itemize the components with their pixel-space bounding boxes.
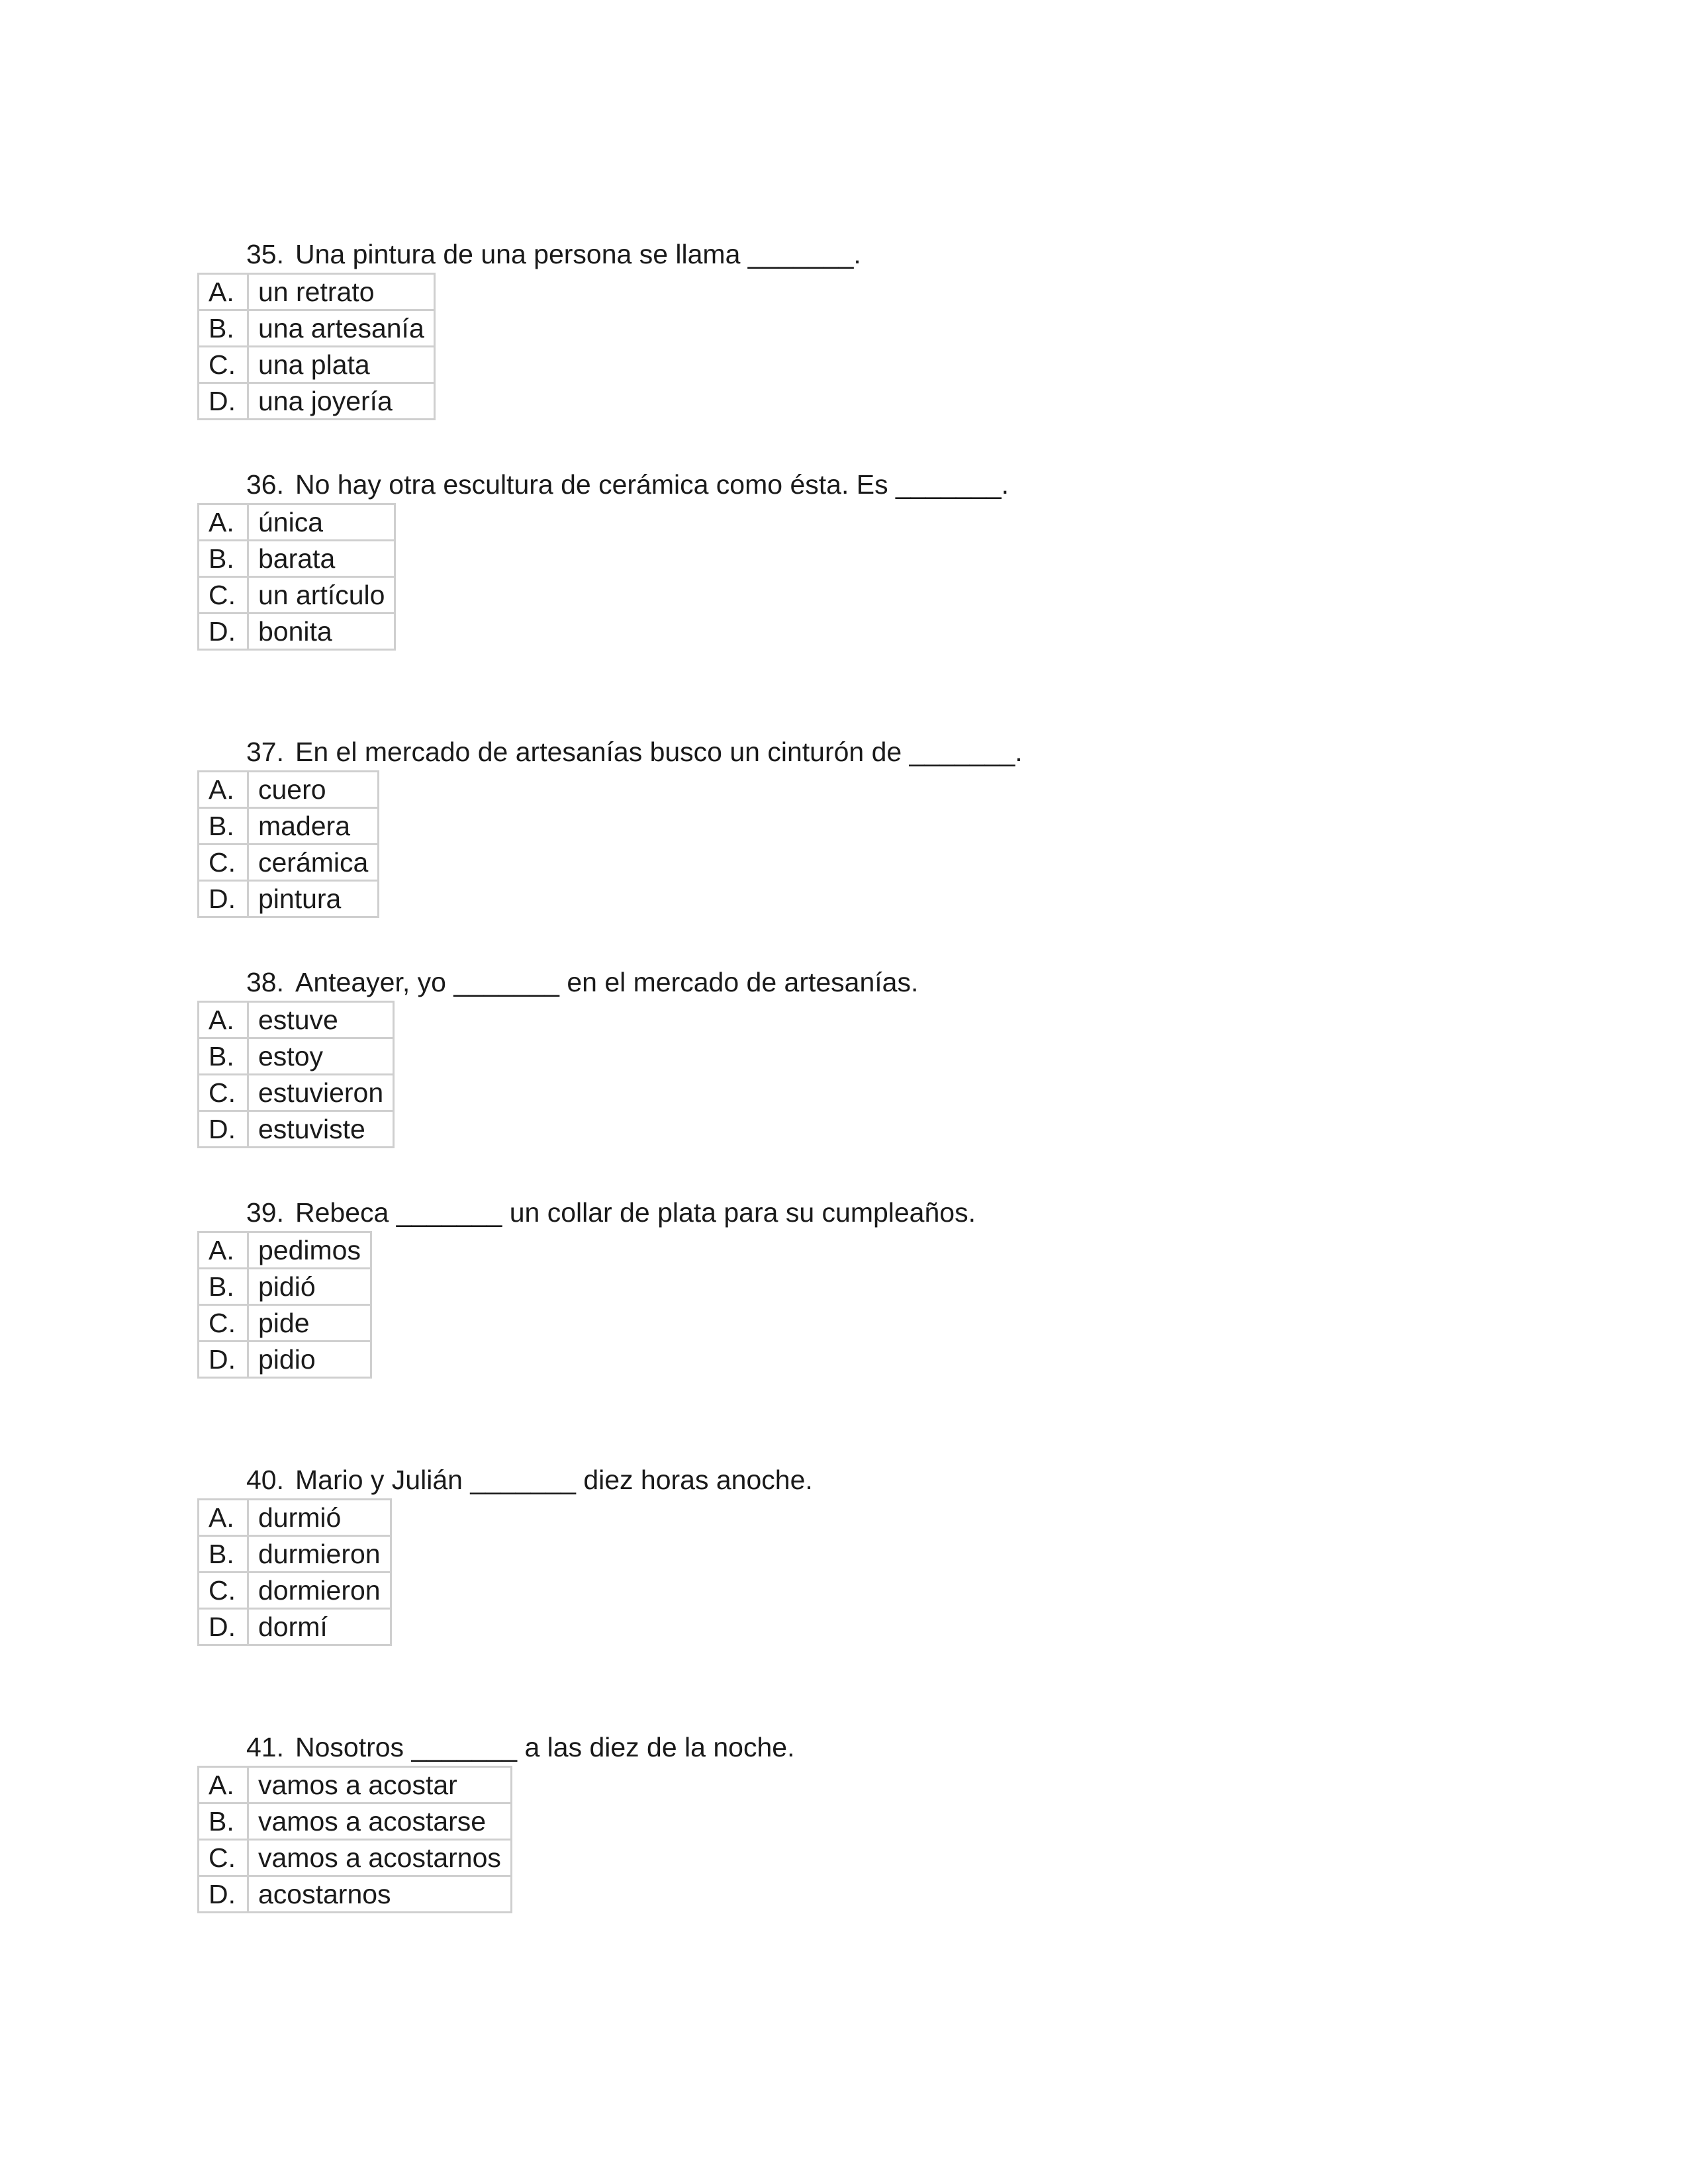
question-number: 41. xyxy=(246,1732,284,1762)
option-row[interactable] xyxy=(199,772,379,808)
option-row[interactable] xyxy=(199,1572,391,1609)
option-letter: B. xyxy=(199,1038,248,1075)
option-letter: A. xyxy=(199,1767,248,1803)
option-row[interactable] xyxy=(199,504,395,541)
options-table xyxy=(197,1231,372,1379)
question-text: Nosotros _______ a las diez de la noche. xyxy=(295,1732,795,1762)
option-row[interactable] xyxy=(199,274,435,310)
option-text: estoy xyxy=(248,1038,394,1075)
option-row[interactable] xyxy=(199,1111,394,1148)
options-table xyxy=(197,770,379,918)
option-letter: A. xyxy=(199,1002,248,1038)
option-text: barata xyxy=(248,541,395,577)
option-row[interactable] xyxy=(199,1269,371,1305)
question-number: 35. xyxy=(246,239,284,269)
option-text: durmió xyxy=(248,1500,391,1536)
option-letter: D. xyxy=(199,1342,248,1378)
option-text: cerámica xyxy=(248,844,379,881)
option-row[interactable] xyxy=(199,881,379,917)
question-35 xyxy=(197,236,861,420)
option-text: dormieron xyxy=(248,1572,391,1609)
option-letter: C. xyxy=(199,1305,248,1342)
option-row[interactable] xyxy=(199,808,379,844)
option-letter: D. xyxy=(199,1111,248,1148)
question-number: 37. xyxy=(246,737,284,767)
option-letter: D. xyxy=(199,881,248,917)
question-text: Mario y Julián _______ diez horas anoche. xyxy=(295,1465,813,1495)
option-row[interactable] xyxy=(199,1536,391,1572)
option-text: pidió xyxy=(248,1269,371,1305)
question-40 xyxy=(197,1461,813,1646)
option-row[interactable] xyxy=(199,577,395,614)
option-text: pide xyxy=(248,1305,371,1342)
option-letter: B. xyxy=(199,310,248,347)
option-row[interactable] xyxy=(199,1305,371,1342)
option-letter: A. xyxy=(199,504,248,541)
option-text: un retrato xyxy=(248,274,435,310)
question-37 xyxy=(197,733,1023,918)
option-row[interactable] xyxy=(199,347,435,383)
question-text: Una pintura de una persona se llama _______. xyxy=(295,239,861,269)
option-text: bonita xyxy=(248,614,395,650)
option-letter: C. xyxy=(199,577,248,614)
option-text: estuviste xyxy=(248,1111,394,1148)
option-letter: C. xyxy=(199,1572,248,1609)
options-table xyxy=(197,273,436,420)
question-number: 36. xyxy=(246,469,284,500)
option-row[interactable] xyxy=(199,1876,512,1913)
option-row[interactable] xyxy=(199,1075,394,1111)
option-text: vamos a acostarse xyxy=(248,1803,512,1840)
option-letter: B. xyxy=(199,1803,248,1840)
question-41 xyxy=(197,1729,795,1913)
question-number: 39. xyxy=(246,1197,284,1228)
options-table xyxy=(197,1001,395,1148)
option-text: estuve xyxy=(248,1002,394,1038)
option-text: pintura xyxy=(248,881,379,917)
option-text: pedimos xyxy=(248,1232,371,1269)
option-letter: A. xyxy=(199,1500,248,1536)
option-text: una plata xyxy=(248,347,435,383)
question-number: 38. xyxy=(246,967,284,997)
option-text: vamos a acostar xyxy=(248,1767,512,1803)
option-row[interactable] xyxy=(199,1767,512,1803)
option-text: vamos a acostarnos xyxy=(248,1840,512,1876)
option-text: acostarnos xyxy=(248,1876,512,1913)
option-row[interactable] xyxy=(199,1803,512,1840)
option-text: madera xyxy=(248,808,379,844)
option-text: cuero xyxy=(248,772,379,808)
option-letter: A. xyxy=(199,274,248,310)
option-text: dormí xyxy=(248,1609,391,1645)
option-letter: D. xyxy=(199,383,248,420)
option-letter: C. xyxy=(199,347,248,383)
options-table xyxy=(197,1766,512,1913)
option-text: estuvieron xyxy=(248,1075,394,1111)
option-letter: D. xyxy=(199,614,248,650)
option-row[interactable] xyxy=(199,1342,371,1378)
question-stem xyxy=(197,466,1009,503)
question-stem xyxy=(197,733,1023,770)
question-39 xyxy=(197,1194,976,1379)
option-letter: A. xyxy=(199,772,248,808)
options-table xyxy=(197,503,396,651)
options-table xyxy=(197,1498,392,1646)
question-38 xyxy=(197,964,919,1148)
question-stem xyxy=(197,1194,976,1231)
option-letter: C. xyxy=(199,1840,248,1876)
question-stem xyxy=(197,964,919,1001)
option-text: pidio xyxy=(248,1342,371,1378)
option-row[interactable] xyxy=(199,383,435,420)
option-letter: B. xyxy=(199,808,248,844)
option-row[interactable] xyxy=(199,614,395,650)
option-letter: C. xyxy=(199,1075,248,1111)
question-number: 40. xyxy=(246,1465,284,1495)
question-stem xyxy=(197,1729,795,1766)
question-text: Rebeca _______ un collar de plata para su cumpleaños. xyxy=(295,1197,976,1228)
option-row[interactable] xyxy=(199,541,395,577)
option-row[interactable] xyxy=(199,310,435,347)
question-stem xyxy=(197,236,861,273)
option-letter: C. xyxy=(199,844,248,881)
option-row[interactable] xyxy=(199,844,379,881)
question-text: Anteayer, yo _______ en el mercado de artesanías. xyxy=(295,967,919,997)
option-letter: D. xyxy=(199,1876,248,1913)
option-text: una artesanía xyxy=(248,310,435,347)
option-text: una joyería xyxy=(248,383,435,420)
question-stem xyxy=(197,1461,813,1498)
option-text: durmieron xyxy=(248,1536,391,1572)
option-row[interactable] xyxy=(199,1840,512,1876)
question-text: En el mercado de artesanías busco un cinturón de _______. xyxy=(295,737,1023,767)
question-text: No hay otra escultura de cerámica como ésta. Es _______. xyxy=(295,469,1009,500)
option-letter: B. xyxy=(199,541,248,577)
option-row[interactable] xyxy=(199,1002,394,1038)
option-letter: D. xyxy=(199,1609,248,1645)
option-letter: A. xyxy=(199,1232,248,1269)
option-text: un artículo xyxy=(248,577,395,614)
option-row[interactable] xyxy=(199,1038,394,1075)
option-letter: B. xyxy=(199,1269,248,1305)
option-letter: B. xyxy=(199,1536,248,1572)
option-row[interactable] xyxy=(199,1232,371,1269)
question-36 xyxy=(197,466,1009,651)
option-row[interactable] xyxy=(199,1609,391,1645)
option-text: única xyxy=(248,504,395,541)
option-row[interactable] xyxy=(199,1500,391,1536)
